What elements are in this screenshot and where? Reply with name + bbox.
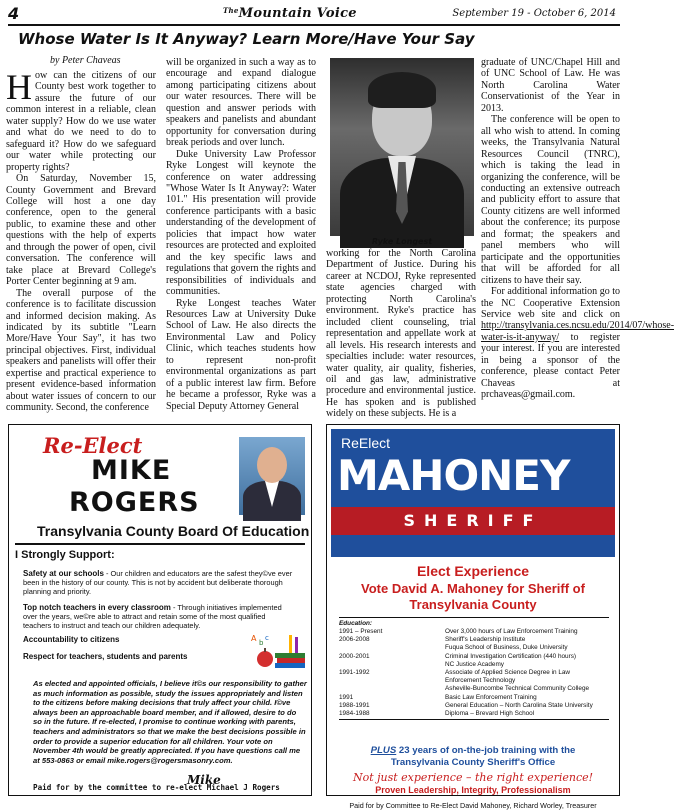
education-row: [339, 636, 609, 644]
rogers-photo-face: [257, 447, 287, 483]
article-column-1: [6, 67, 156, 414]
plank-title: Safety at our schools: [23, 569, 104, 578]
education-desc: Asheville-Buncombe Technical Community College: [445, 685, 590, 693]
plank-text: - Our children and educators are the safest they©ve ever been in the history of our county. This is not by accident but deliberate thorough planning and priority.: [23, 569, 293, 596]
education-years: 2006-2008: [339, 636, 370, 644]
education-row: [339, 702, 609, 710]
rogers-paid-for: Paid for by the committee to re-elect Michael J Rogers: [33, 783, 280, 792]
education-row: [339, 653, 609, 661]
education-years: [339, 661, 445, 669]
mahoney-vote: [327, 581, 619, 613]
education-desc: Sheriff's Leadership Institute: [445, 636, 526, 644]
plank-safety: [23, 569, 293, 596]
article-byline: by Peter Chaveas: [50, 55, 121, 66]
education-years: [339, 644, 445, 652]
drop-cap: H: [6, 67, 32, 107]
rogers-rule: [15, 543, 305, 545]
plank-text: - Through initiatives implemented over the years, we©re able to attract and retain some of the most qualified teachers to instruct and teach our children adequately.: [23, 603, 282, 630]
paragraph-4: Duke University Law Professor Ryke Longest will keynote the conference on water addressing "Whose Water Is It Anyway?: Water 101." His presentation will provide conference participants with a basic understanding of the development of policies that impact how water resources are protected and exploited and the key specific laws and regulations that govern the rights and responsibilities of individuals and communities.: [166, 148, 316, 298]
paragraph-7: [481, 286, 674, 401]
mahoney-vote-line-1: Vote David A. Mahoney for Sheriff of: [361, 581, 585, 596]
paragraph-7-tail: to register your interest. If you are interested in being a sponsor of the conference, please contact Peter Chaveas at prchaveas@gmail.com.: [481, 331, 620, 401]
rogers-statement: As elected and appointed officials, I believe it©s our responsibility to gather as much information as possible, study the issues appropriately and listen to the citizens before making decisions that truly affect your child. I©ve always been an approachable board member, and if allowed, desire to do so in the future. If re-elected, I promise to continue working with parents, teachers and administrators so that we make the best decisions possible in order to provide a superior education for all children. Your vote on November 4th would be greatly appreciated. If you have questions call me at 553-0863 or email mike.rogers@rogersmasonry.com.: [33, 679, 307, 765]
education-row: [339, 685, 609, 693]
education-desc: Diploma – Brevard High School: [445, 710, 535, 718]
article-column-4: [481, 57, 674, 401]
education-row: [339, 677, 609, 685]
svg-text:c: c: [265, 634, 269, 642]
paragraph-5-end: graduate of UNC/Chapel Hill and of UNC School of Law. He was North Carolina Water Conservationist of the Year in 2013.: [481, 57, 620, 114]
ryke-longest-photo: [330, 58, 474, 236]
rogers-ad: [8, 424, 312, 796]
photo-caption: Ryke Longest: [371, 237, 433, 246]
education-row: [339, 694, 609, 702]
education-desc: Basic Law Enforcement Training: [445, 693, 537, 701]
mahoney-plus: [327, 745, 619, 769]
education-desc: General Education – North Carolina State University: [445, 701, 593, 709]
mahoney-education-table: [339, 617, 609, 720]
rogers-signature: Mike: [187, 773, 221, 787]
education-years: 1991-1992: [339, 669, 370, 677]
mahoney-paid-for: Paid for by Committee to Re-Elect David Mahoney, Richard Worley, Treasurer: [349, 801, 597, 810]
plank-title: Accountability to citizens: [23, 635, 120, 644]
education-row: [339, 710, 609, 718]
school-books-icon: [249, 631, 309, 669]
education-years: 1984-1988: [339, 710, 370, 718]
paragraph-5: Ryke Longest teaches Water Resources Law at University Duke School of Law. He also directs the Environmental Law and Policy Clinic, which teaches students how to represent non-profit environmental organizations as part of a public interest law firm. Before he became a professor, Ryke was a Special Deputy Attorney General: [166, 297, 316, 412]
header-rule: [8, 24, 620, 26]
education-desc: Enforcement Technology: [445, 677, 516, 685]
plus-word: PLUS: [370, 745, 397, 756]
photo-hair: [368, 72, 436, 108]
issue-date: September 19 - October 6, 2014: [452, 8, 616, 19]
rogers-reelect: Re-Elect: [43, 433, 143, 458]
paragraph-6: The conference will be open to all who wish to attend. In coming weeks, the Transylvania Natural Resources Council (TNRC), which is taking the lead in organizing the conference, will be conducting an extensive outreach and publicity effort to assure that County citizens are well informed about the conference; its purpose and format; the speakers and panel members who will participate and the opportunities that will be afforded for all citizens to have their say.: [481, 114, 620, 286]
mahoney-vote-line-2: Transylvania County: [409, 597, 537, 612]
mahoney-elect-experience: Elect Experience: [416, 563, 530, 579]
svg-text:b: b: [259, 639, 264, 647]
mahoney-name: MAHONEY: [337, 451, 570, 500]
mahoney-proven-line: Proven Leadership, Integrity, Professionalism: [375, 785, 571, 795]
mahoney-banner: [331, 429, 615, 557]
article-column-2: [166, 57, 316, 412]
paper-the: The: [223, 6, 239, 15]
education-row: [339, 644, 609, 652]
plus-line-2: Transylvania County Sheriff's Office: [390, 757, 556, 768]
education-desc: Associate of Applied Science Degree in Law: [445, 669, 571, 677]
mahoney-experience-line: Not just experience – the right experience!: [352, 771, 594, 784]
paragraph-5-cont: working for the North Carolina Department of Justice. During his career at NCDOJ, Ryke represented state agencies charged with protecting North Carolina's environment. Ryke's practice has included client counseling, trial representation and appellate work at all levels. His research interests and specialties include: water resources, water quality, air quality, fisheries, oil and gas law, administrative procedure and environmental justice. He has spoken and is published widely on these subjects. He is a: [326, 248, 476, 420]
svg-text:A: A: [251, 634, 257, 643]
education-row: [339, 628, 609, 636]
plus-rest: 23 years of on-the-job training with the: [396, 745, 576, 756]
education-row: [339, 661, 609, 669]
paragraph-2: On Saturday, November 15, County Government and Brevard College will host a one day conference, open to the general public, to examine these and other questions with the help of experts and through the power of open, civil conversation. The conference will take place at Brevard College's Porter Center beginning at 9 am.: [6, 173, 156, 288]
paragraph-3: The overall purpose of the conference is to facilitate discussion and informed decision making. As indicated by its subtitle "Learn More/Have Your Say", it has two principal objectives. First, individual speakers and panelists will offer their expertise and practical experience to present evidence-based information about water issues of concern to our community. Second, the conference: [6, 287, 156, 414]
article-headline: Whose Water Is It Anyway? Learn More/Have Your Say: [18, 30, 475, 48]
education-end-rule: [339, 718, 609, 720]
education-years: [339, 677, 445, 685]
rogers-office: Transylvania County Board Of Education: [37, 523, 310, 539]
plank-title: Top notch teachers in every classroom: [23, 603, 171, 612]
rogers-last-name: ROGERS: [69, 487, 200, 518]
plank-title: Respect for teachers, students and parents: [23, 652, 188, 661]
education-label: Education:: [339, 620, 373, 627]
paper-name: [223, 6, 357, 21]
paragraph-7-lead: For additional information go to the NC Cooperative Extension Service web site and click on: [481, 286, 620, 320]
education-desc: Fuqua School of Business, Duke University: [445, 644, 568, 652]
education-years: 1991 – Present: [339, 628, 383, 635]
education-row: [339, 669, 609, 677]
mahoney-office: SHERIFF: [403, 511, 543, 530]
paragraph-3-cont: will be organized in such a way as to encourage and expand dialogue among participating citizens about our water resources. There will be question and answer periods with speakers and panelists and abundant opportunity for conversation during break periods and over lunch.: [166, 57, 316, 149]
education-desc: Criminal Investigation Certification (440 hours): [445, 652, 577, 660]
education-years: [339, 685, 445, 693]
paragraph-1: ow can the citizens of our County best work together to assure the future of our common interest in a reliable, clean water supply? How do we use water and what do we need to do to safeguard it? How do we safeguard our water while protecting our property rights?: [6, 70, 156, 173]
rogers-first-name: MIKE: [91, 455, 172, 486]
education-desc: Over 3,000 hours of Law Enforcement Training: [445, 628, 578, 635]
page-number: 4: [8, 4, 20, 23]
extension-link[interactable]: http://transylvania.ces.ncsu.edu/2014/07/whose-water-is-it-anyway/: [481, 320, 674, 343]
plank-teachers: [23, 603, 293, 630]
education-years: 1991: [339, 693, 354, 701]
article-column-3: [326, 248, 476, 420]
rogers-photo: [239, 437, 305, 515]
mahoney-reelect: ReElect: [341, 435, 391, 451]
mahoney-ad: [326, 424, 620, 810]
education-rows: [339, 628, 609, 718]
education-years: 2000-2001: [339, 652, 370, 660]
masthead: [8, 4, 620, 24]
education-desc: NC Justice Academy: [445, 660, 504, 668]
education-years: 1988-1991: [339, 701, 370, 709]
paper-title: Mountain Voice: [238, 6, 357, 21]
rogers-support-heading: I Strongly Support:: [15, 549, 115, 561]
